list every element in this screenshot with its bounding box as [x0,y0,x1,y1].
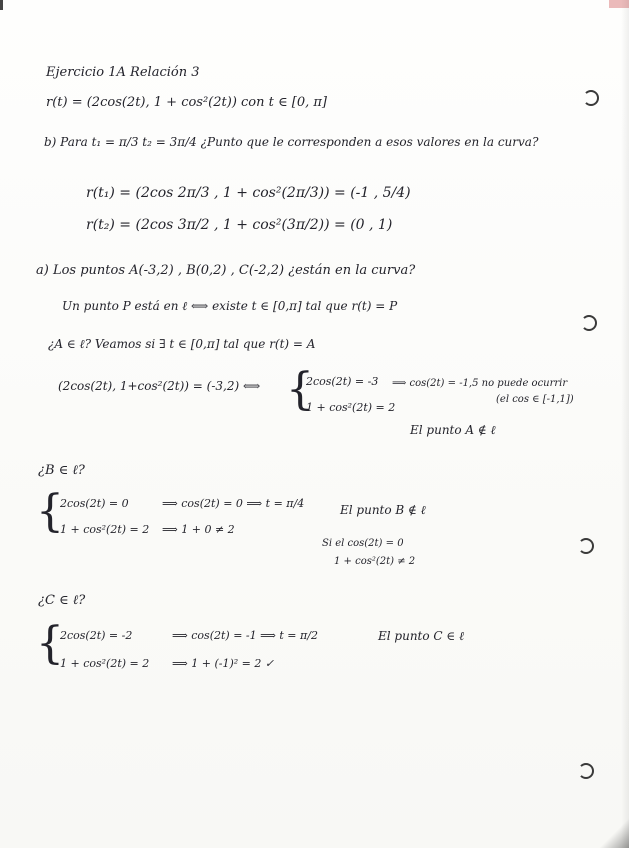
point-a-question: ¿A ∈ ℓ? Veamos si ∃ t ∈ [0,π] tal que r(t) = A [48,337,316,351]
point-c-system-eq2: 1 + cos²(2t) = 2 [60,657,150,670]
part-b-line1: r(t₁) = (2cos 2π/3 , 1 + cos²(2π/3)) = (-1 , 5/4) [86,185,411,201]
point-b-result1: ⟹ cos(2t) = 0 ⟹ t = π/4 [162,497,305,510]
point-b-result2: ⟹ 1 + 0 ≠ 2 [162,523,235,536]
membership-definition: Un punto P está en ℓ ⟺ existe t ∈ [0,π] tal que r(t) = P [62,299,398,313]
page-corner-shadow [599,818,629,848]
point-a-cos-range: (el cos ∈ [-1,1]) [496,394,574,405]
point-c-result2: ⟹ 1 + (-1)² = 2 ✓ [172,657,275,670]
point-a-system-eq1: 2cos(2t) = -3 [306,375,379,388]
system-brace: { [36,486,64,537]
point-b-note2: 1 + cos²(2t) ≠ 2 [334,556,416,567]
binder-hole-icon [578,538,594,554]
point-c-system-eq1: 2cos(2t) = -2 [60,629,133,642]
curve-definition: r(t) = (2cos(2t), 1 + cos²(2t)) con t ∈ [0, π] [46,95,327,110]
part-b-question: b) Para t₁ = π/3 t₂ = 3π/4 ¿Punto que le corresponden a esos valores en la curva? [44,135,539,149]
point-a-result: ⟹ cos(2t) = -1,5 no puede ocurrir [392,378,568,389]
exercise-title: Ejercicio 1A Relación 3 [46,65,200,80]
point-b-conclusion: El punto B ∉ ℓ [340,503,426,517]
part-a-question: a) Los puntos A(-3,2) , B(0,2) , C(-2,2) ¿están en la curva? [36,263,416,278]
point-a-equation: (2cos(2t), 1+cos²(2t)) = (-3,2) ⟺ [58,379,261,393]
page-corner-mark [0,0,3,10]
system-brace: { [286,364,314,415]
point-a-conclusion: El punto A ∉ ℓ [410,423,496,437]
point-b-system-eq1: 2cos(2t) = 0 [60,497,129,510]
part-b-line2: r(t₂) = (2cos 3π/2 , 1 + cos²(3π/2)) = (0 , 1) [86,217,393,233]
page-edge-shadow [621,0,629,848]
point-a-system-eq2: 1 + cos²(2t) = 2 [306,401,396,414]
point-b-question: ¿B ∈ ℓ? [38,463,85,478]
point-c-question: ¿C ∈ ℓ? [38,593,86,608]
point-c-conclusion: El punto C ∈ ℓ [378,629,465,643]
binder-hole-icon [583,90,599,106]
point-c-result1: ⟹ cos(2t) = -1 ⟹ t = π/2 [172,629,318,642]
binder-hole-icon [578,763,594,779]
binder-hole-icon [581,315,597,331]
point-b-system-eq2: 1 + cos²(2t) = 2 [60,523,150,536]
system-brace: { [36,618,64,669]
point-b-note1: Si el cos(2t) = 0 [322,538,404,549]
